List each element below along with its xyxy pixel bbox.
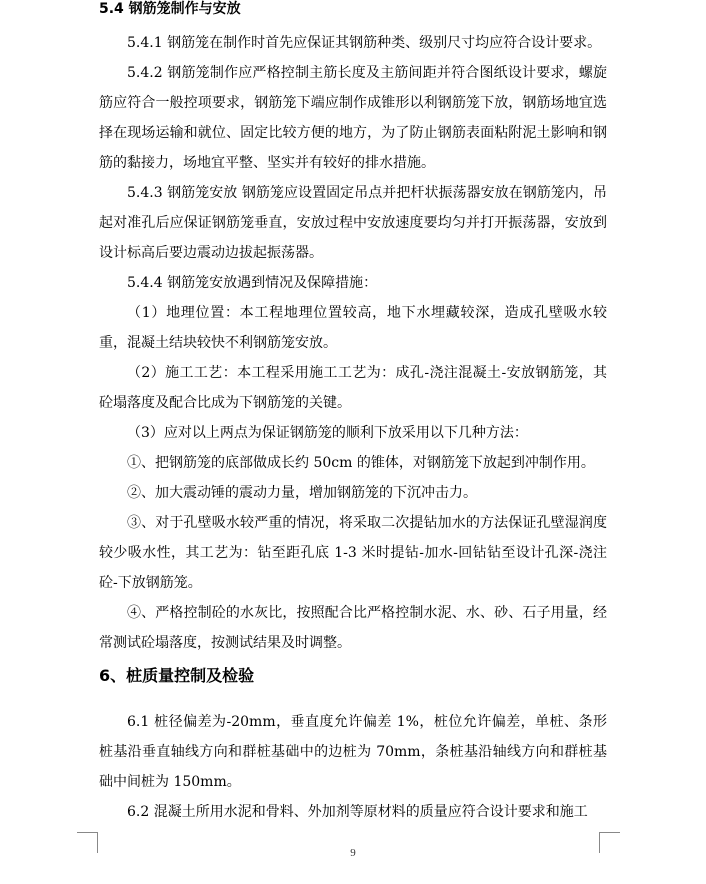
paragraph-method-1: ①、把钢筋笼的底部做成长约 50cm 的锥体，对钢筋笼下放起到冲制作用。 [127,455,595,471]
paragraph-6-2: 6.2 混凝土所用水泥和骨料、外加剂等原材料的质量应符合设计要求和施工 [127,804,588,820]
paragraph-5-4-4: 5.4.4 钢筋笼安放遇到情况及保障措施： [127,275,378,291]
paragraph-5-4-1: 5.4.1 钢筋笼在制作时首先应保证其钢筋种类、级别尺寸均应符合设计要求。 [127,35,602,51]
page-number: 9 [350,847,356,859]
section-heading-6: 6、桩质量控制及检验 [99,666,255,685]
paragraph-5-4-3: 5.4.3 钢筋笼安放 钢筋笼应设置固定吊点并把杆状振荡器安放在钢筋笼内，吊起对准孔后应保证钢筋笼垂直，安放过程中安放速度要均匀并打开振荡器，安放到设计标高后要边震动边拔起振荡器。 [99,185,607,261]
paragraph-item-3: （3）应对以上两点为保证钢筋笼的顺利下放采用以下几种方法： [127,425,528,441]
paragraph-item-2: （2）施工工艺：本工程采用施工工艺为：成孔-浇注混凝土-安放钢筋笼，其砼塌落度及配合比成为下钢筋笼的关键。 [99,365,607,411]
paragraph-item-1: （1）地理位置：本工程地理位置较高，地下水埋藏较深，造成孔壁吸水较重，混凝土结块较快不利钢筋笼安放。 [99,305,607,351]
paragraph-6-1: 6.1 桩径偏差为-20mm，垂直度允许偏差 1%，桩位允许偏差，单桩、条形桩基沿垂直轴线方向和群桩基础中的边桩为 70mm，条桩基沿轴线方向和群桩基础中间桩为 150mm。 [99,714,607,790]
paragraph-method-2: ②、加大震动锤的震动力量，增加钢筋笼的下沉冲击力。 [127,485,477,501]
paragraph-5-4-2: 5.4.2 钢筋笼制作应严格控制主筋长度及主筋间距并符合图纸设计要求，螺旋筋应符合一般控项要求，钢筋笼下端应制作成锥形以利钢筋笼下放，钢筋场地宜选择在现场运输和就位、固定比较方便的地方，为了防止钢筋表面粘附泥土影响和钢筋的黏接力，场地宜平整、坚实并有较好的排水措施。 [99,65,607,171]
paragraph-method-3: ③、对于孔壁吸水较严重的情况，将采取二次提钻加水的方法保证孔壁湿润度较少吸水性，其工艺为：钻至距孔底 1-3 米时提钻-加水-回钻钻至设计孔深-浇注砼-下放钢筋笼。 [99,515,607,591]
paragraph-method-4: ④、严格控制砼的水灰比，按照配合比严格控制水泥、水、砂、石子用量，经常测试砼塌落度，按测试结果及时调整。 [99,605,607,651]
section-heading-5-4: 5.4 钢筋笼制作与安放 [99,1,241,17]
